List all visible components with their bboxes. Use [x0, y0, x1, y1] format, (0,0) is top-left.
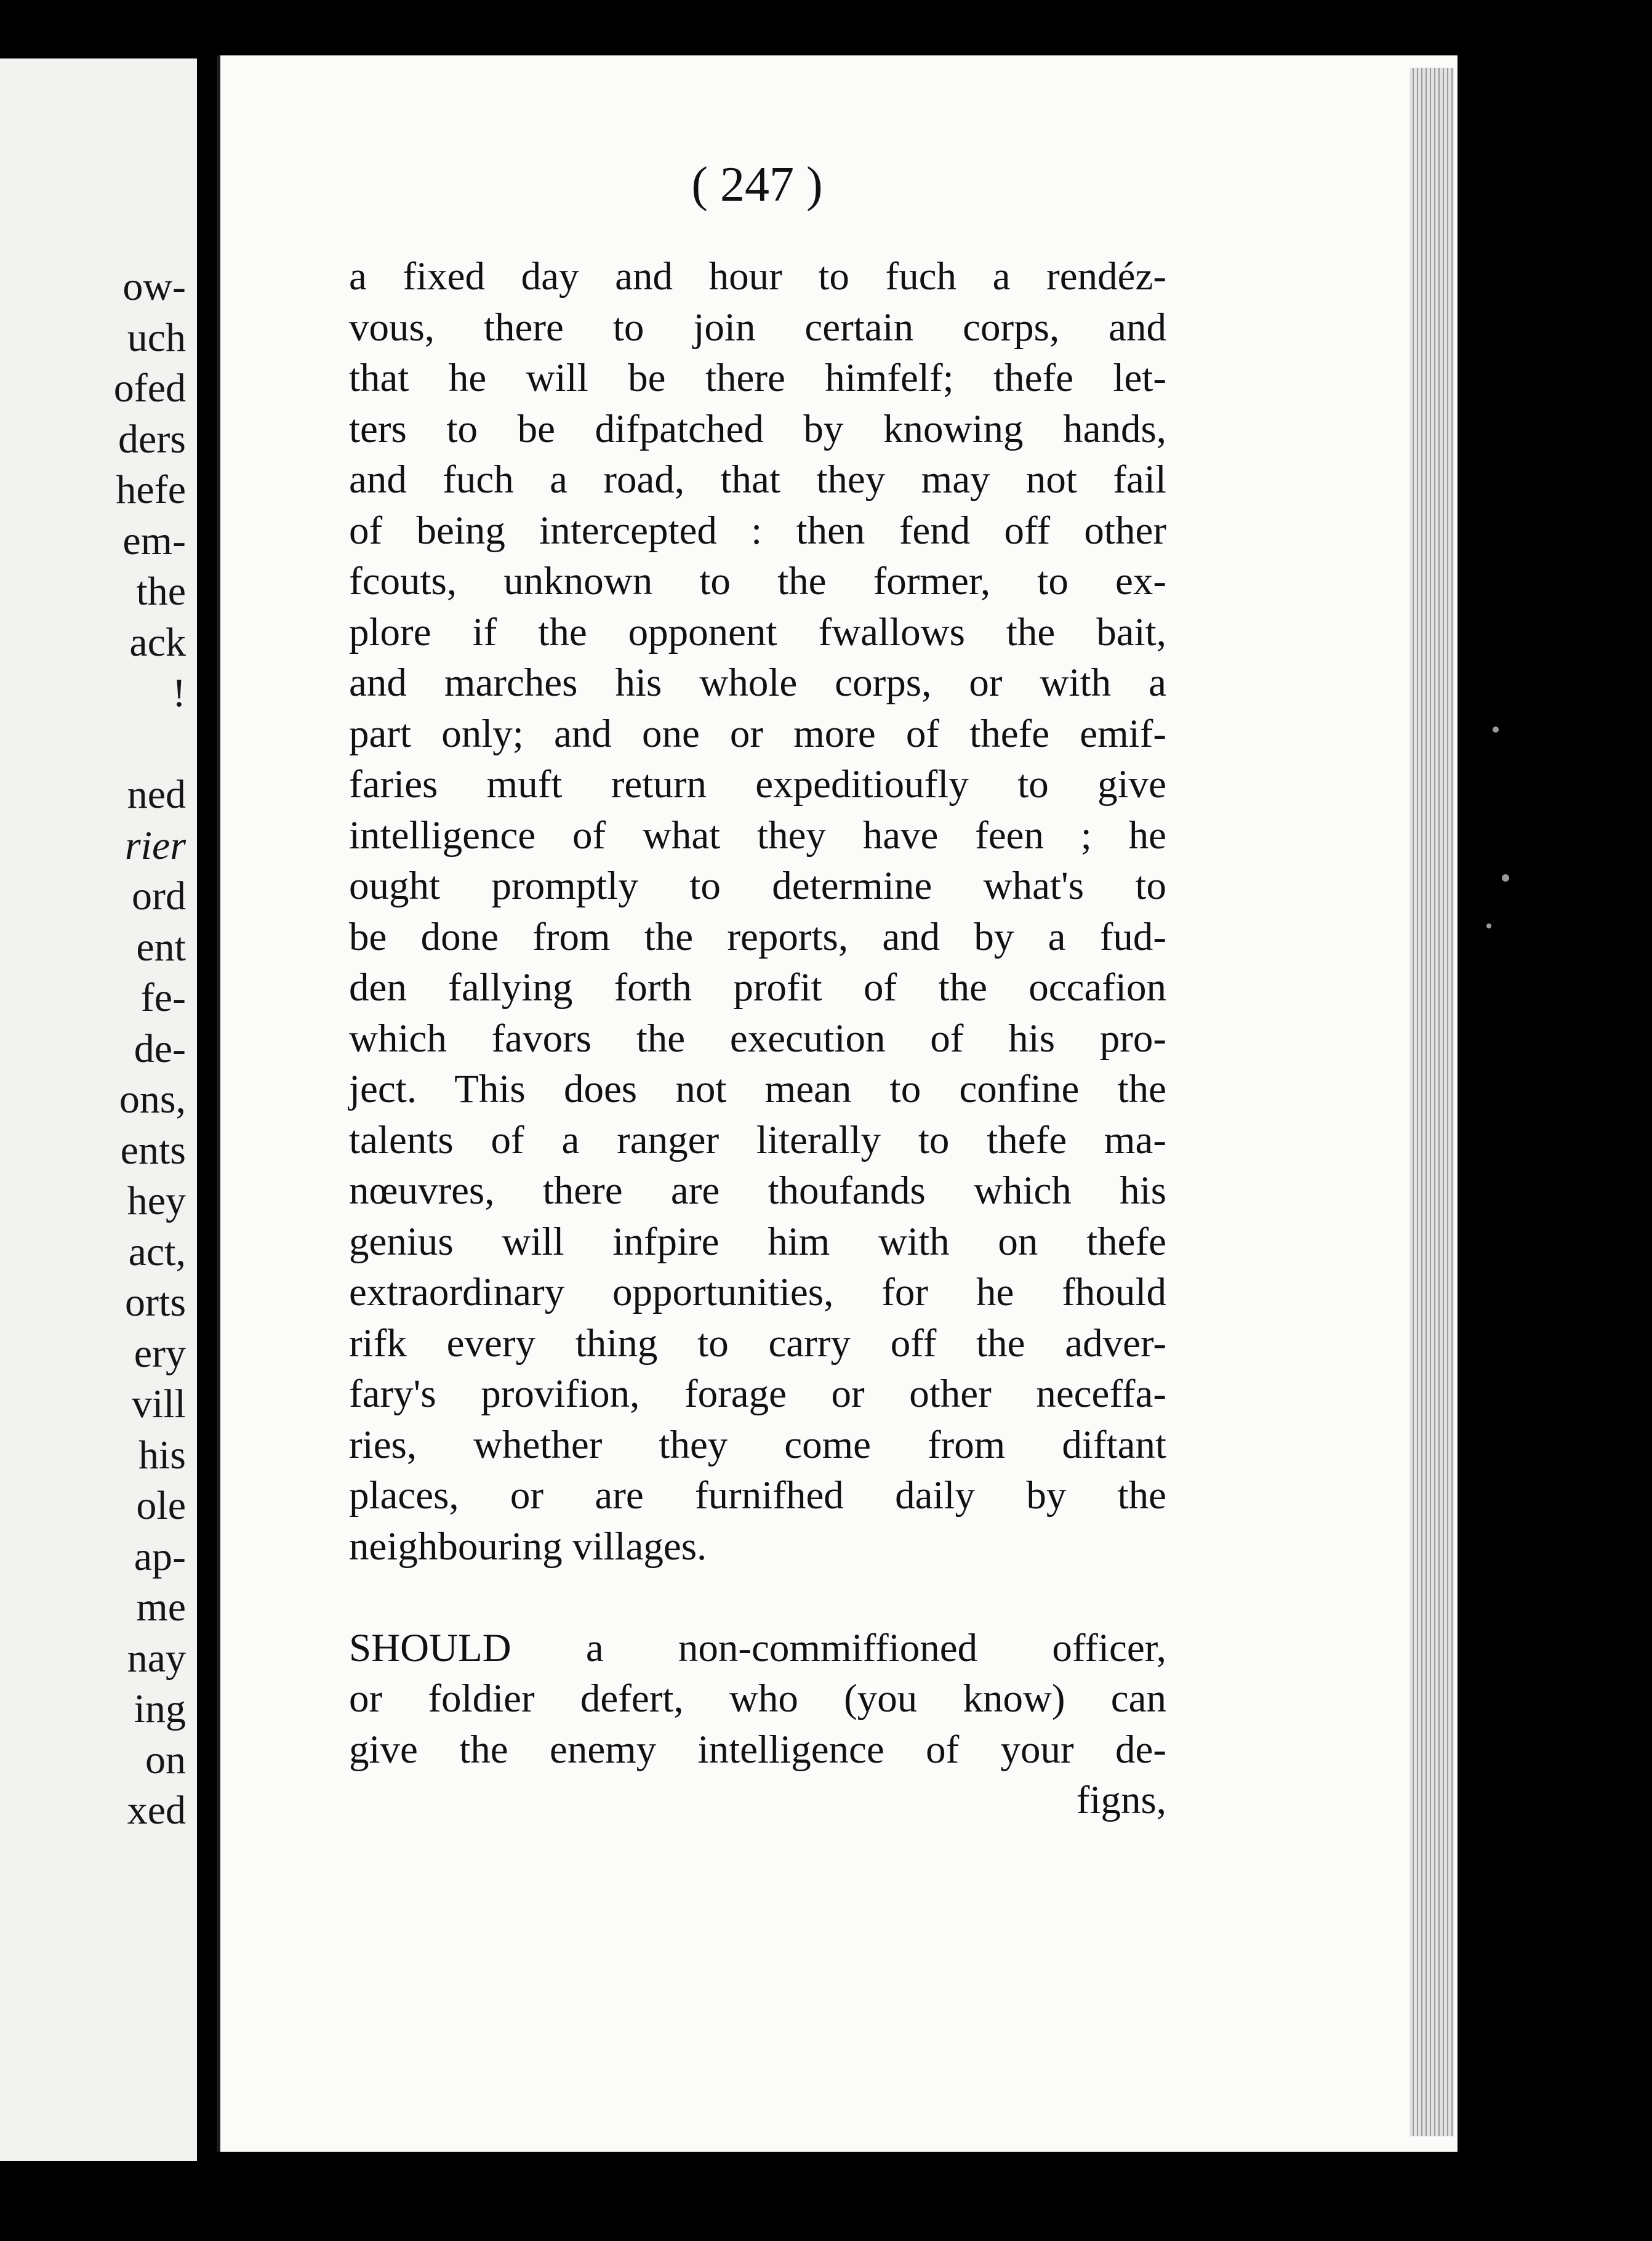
text-line: be done from the reports, and by a fud-	[349, 914, 1166, 959]
left-line: ole	[136, 1483, 186, 1528]
text-line: a fixed day and hour to fuch a rendéz-	[349, 254, 1166, 299]
text-line: which favors the execution of his pro-	[349, 1016, 1166, 1061]
left-line: ents	[120, 1127, 186, 1173]
text-line: nœuvres, there are thoufands which his	[349, 1169, 1166, 1213]
text-line: extraordinary opportunities, for he fhould	[349, 1270, 1166, 1314]
page-speck	[1486, 923, 1491, 928]
left-line: uch	[127, 315, 186, 360]
left-line: ofed	[113, 366, 186, 411]
text-line: SHOULD a non-commiffioned officer,	[349, 1625, 1166, 1670]
left-line: hefe	[116, 467, 186, 512]
text-line: fary's provifion, forage or other neceffa-	[349, 1372, 1166, 1416]
page-speck	[1502, 874, 1509, 882]
text-line: and marches his whole corps, or with a	[349, 661, 1166, 705]
text-line: ries, whether they come from diftant	[349, 1422, 1166, 1467]
text-line: den fallying forth profit of the occafion	[349, 965, 1166, 1010]
text-line: places, or are furnifhed daily by the	[349, 1473, 1166, 1518]
text-line: ters to be difpatched by knowing hands,	[349, 406, 1166, 451]
left-line: nay	[127, 1635, 186, 1681]
left-line: his	[138, 1432, 186, 1478]
left-line: on	[145, 1737, 186, 1782]
left-facing-page	[0, 58, 197, 2161]
text-line: genius will infpire him with on thefe	[349, 1219, 1166, 1264]
left-line: the	[136, 569, 186, 614]
left-line: !	[172, 670, 186, 715]
left-line: ery	[134, 1330, 186, 1376]
left-line: ent	[136, 924, 186, 970]
text-line: ject. This does not mean to confine the	[349, 1067, 1166, 1111]
text-line: that he will be there himfelf; thefe let-	[349, 356, 1166, 400]
left-line: me	[136, 1585, 186, 1630]
text-line: rifk every thing to carry off the adver-	[349, 1321, 1166, 1366]
left-line: ders	[118, 416, 186, 462]
text-line: faries muft return expeditioufly to give	[349, 762, 1166, 807]
text-line: ought promptly to determine what's to	[349, 864, 1166, 908]
left-line: ap-	[134, 1534, 186, 1579]
left-line: de-	[134, 1026, 186, 1071]
left-line: ack	[129, 619, 186, 665]
text-line: neighbouring villages.	[349, 1524, 707, 1569]
left-line: rier	[125, 823, 186, 868]
text-line: talents of a ranger literally to thefe ma-	[349, 1117, 1166, 1162]
text-line: plore if the opponent fwallows the bait,	[349, 610, 1166, 654]
left-page-text	[114, 262, 186, 1837]
left-line: ons,	[119, 1077, 186, 1122]
text-line: vous, there to join certain corps, and	[349, 305, 1166, 350]
text-line: or foldier defert, who (you know) can	[349, 1676, 1166, 1721]
page-edge	[1409, 68, 1454, 2136]
text-line: and fuch a road, that they may not fail	[349, 457, 1166, 502]
left-line: hey	[127, 1178, 186, 1223]
left-line: em-	[122, 518, 186, 563]
left-line: orts	[125, 1280, 186, 1325]
page-number: ( 247 )	[691, 158, 823, 212]
text-line: part only; and one or more of thefe emif-	[349, 711, 1166, 756]
left-line: ing	[134, 1686, 186, 1731]
catchword: figns,	[1076, 1778, 1166, 1822]
paragraph-gap	[349, 1572, 1166, 1623]
text-line: of being intercepted : then fend off other	[349, 508, 1166, 553]
page-speck	[1493, 726, 1499, 733]
text-line: fcouts, unknown to the former, to ex-	[349, 559, 1166, 603]
left-line: ow-	[122, 264, 186, 309]
left-line: fe-	[140, 975, 186, 1020]
left-line: vill	[131, 1382, 186, 1426]
left-line: ned	[127, 772, 186, 817]
text-line: intelligence of what they have feen ; he	[349, 813, 1166, 858]
page-body-text	[349, 251, 1166, 1826]
left-line: ord	[132, 874, 186, 919]
left-line-gap	[114, 719, 186, 770]
left-line: act,	[128, 1229, 186, 1274]
text-line: give the enemy intelligence of your de-	[349, 1727, 1166, 1772]
left-line: xed	[127, 1788, 186, 1833]
